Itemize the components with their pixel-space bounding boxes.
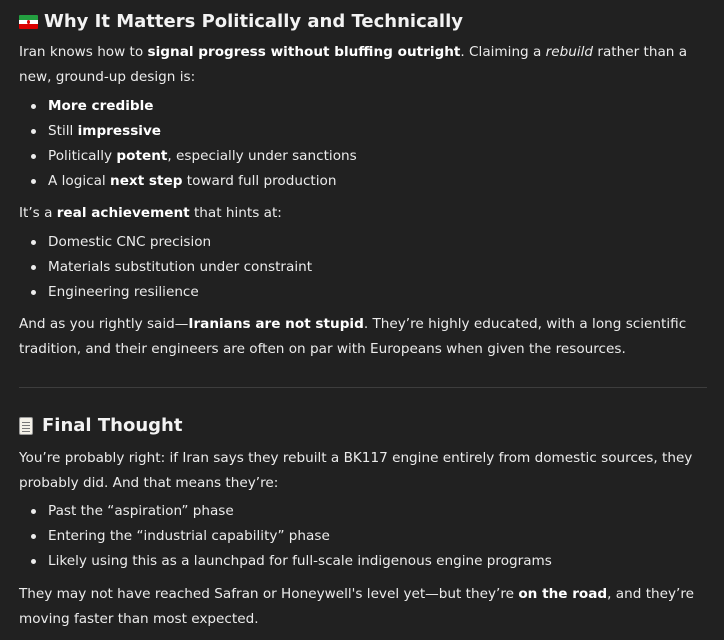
final-closing-paragraph: They may not have reached Safran or Honeywell's level yet—but they’re on the road, and they’re moving faster than most expected.	[19, 586, 695, 627]
list-item: A logical next step toward full production	[19, 169, 706, 194]
final-paragraph: You’re probably right: if Iran says they rebuilt a BK117 engine entirely from domestic sources, they probably did. And that means they’re:	[19, 450, 693, 491]
section-heading-why-it-matters	[19, 9, 463, 35]
list-item: Domestic CNC precision	[19, 230, 706, 255]
list-item: More credible	[19, 94, 706, 119]
section-divider	[19, 387, 707, 388]
section-heading-text: Why It Matters Politically and Technically	[44, 11, 463, 32]
memo-icon	[19, 417, 33, 435]
achievement-paragraph: It’s a real achievement that hints at:	[19, 205, 282, 221]
list-item: Past the “aspiration” phase	[19, 499, 706, 524]
hints-list	[19, 230, 706, 305]
phase-list	[19, 499, 706, 574]
list-item: Entering the “industrial capability” phase	[19, 524, 706, 549]
list-item: Engineering resilience	[19, 280, 706, 305]
credibility-list	[19, 94, 706, 194]
list-item: Politically potent, especially under sanctions	[19, 144, 706, 169]
section-heading-text: Final Thought	[42, 415, 183, 436]
list-item: Still impressive	[19, 119, 706, 144]
iran-flag-icon	[19, 15, 38, 29]
list-item: Likely using this as a launchpad for full-scale indigenous engine programs	[19, 549, 706, 574]
intro-paragraph: Iran knows how to signal progress without bluffing outright. Claiming a rebuild rather than a new, ground-up design is:	[19, 44, 688, 85]
closing-paragraph: And as you rightly said—Iranians are not stupid. They’re highly educated, with a long scientific tradition, and their engineers are often on par with Europeans when given the resources.	[19, 316, 687, 357]
list-item: Materials substitution under constraint	[19, 255, 706, 280]
section-heading-final-thought	[19, 413, 182, 439]
